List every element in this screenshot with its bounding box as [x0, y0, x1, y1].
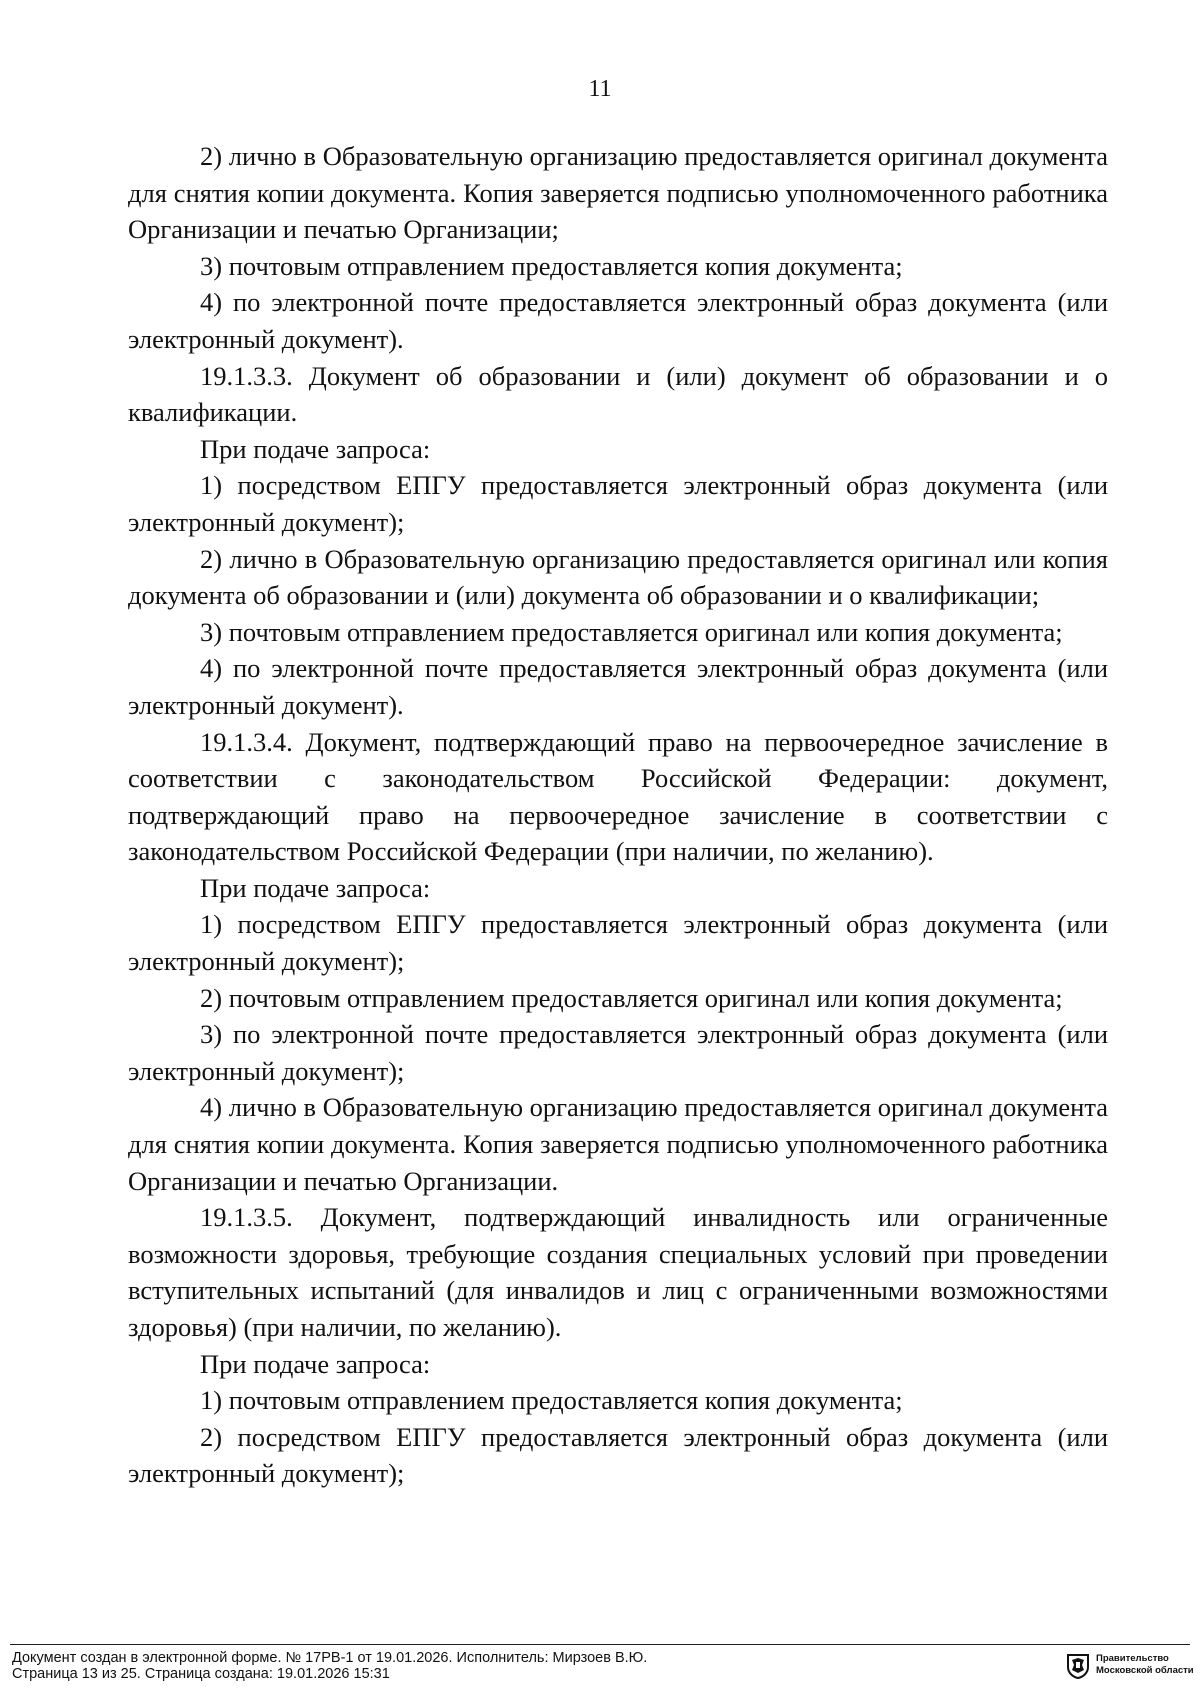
section-heading: 19.1.3.4. Документ, подтверждающий право на первоочередное зачисление в соответствии с законодательством Российской Федерации: документ, подтверждающий право на первоочередное зачисление в соответствии с законодательством Российской Федерации (при наличии, по желанию). [128, 726, 1108, 867]
paragraph: 3) по электронной почте предоставляется электронный образ документа (или электронный документ); [128, 1019, 1108, 1086]
government-logo [1066, 1651, 1194, 1683]
page-number: 11 [588, 76, 612, 102]
paragraph: 2) посредством ЕПГУ предоставляется электронный образ документа (или электронный документ); [128, 1421, 1108, 1489]
paragraph: 4) лично в Образовательную организацию предоставляется оригинал документа для снятия копии документа. Копия заверяется подписью уполномоченного работника Организации и печатью Организации. [128, 1092, 1108, 1196]
paragraph: 1) посредством ЕПГУ предоставляется электронный образ документа (или электронный документ); [128, 909, 1108, 977]
paragraph: 2) почтовым отправлением предоставляется оригинал или копия документа; [200, 982, 1063, 1013]
section-heading: 19.1.3.3. Документ об образовании и (или) документ об образовании и о квалификации. [128, 360, 1108, 428]
paragraph: 3) почтовым отправлением предоставляется копия документа; [200, 250, 903, 281]
document-body [128, 138, 1108, 1492]
paragraph: 2) лично в Образовательную организацию предоставляется оригинал документа для снятия копии документа. Копия заверяется подписью уполномоченного работника Организации и печатью Организации; [128, 141, 1108, 245]
section-heading: 19.1.3.5. Документ, подтверждающий инвалидность или ограниченные возможности здоровья, требующие создания специальных условий при проведении вступительных испытаний (для инвалидов и лиц с ограниченными возможностями здоровья) (при наличии, по желанию). [128, 1202, 1108, 1342]
logo-line-2: Московской области [1096, 1665, 1194, 1676]
logo-line-1: Правительство [1096, 1653, 1169, 1664]
paragraph: 1) посредством ЕПГУ предоставляется электронный образ документа (или электронный документ); [128, 470, 1108, 537]
paragraph: 2) лично в Образовательную организацию предоставляется оригинал или копия документа об образовании и (или) документа об образовании и о квалификации; [128, 543, 1108, 611]
paragraph: При подаче запроса: [200, 872, 431, 903]
footer-info [12, 1650, 647, 1682]
paragraph: 4) по электронной почте предоставляется электронный образ документа (или электронный документ). [128, 287, 1108, 354]
footer-divider [10, 1644, 1190, 1645]
paragraph: При подаче запроса: [200, 433, 431, 464]
paragraph: 1) почтовым отправлением предоставляется копия документа; [200, 1385, 903, 1416]
paragraph: 3) почтовым отправлением предоставляется оригинал или копия документа; [200, 616, 1063, 647]
footer-page-info: Страница 13 из 25. Страница создана: 19.01.2026 15:31 [12, 1666, 390, 1682]
coat-of-arms-icon [1066, 1653, 1090, 1679]
footer-document-info: Документ создан в электронной форме. № 17РВ-1 от 19.01.2026. Исполнитель: Мирзоев В.Ю. [12, 1650, 648, 1666]
paragraph: При подаче запроса: [200, 1348, 431, 1379]
paragraph: 4) по электронной почте предоставляется электронный образ документа (или электронный документ). [128, 653, 1108, 720]
